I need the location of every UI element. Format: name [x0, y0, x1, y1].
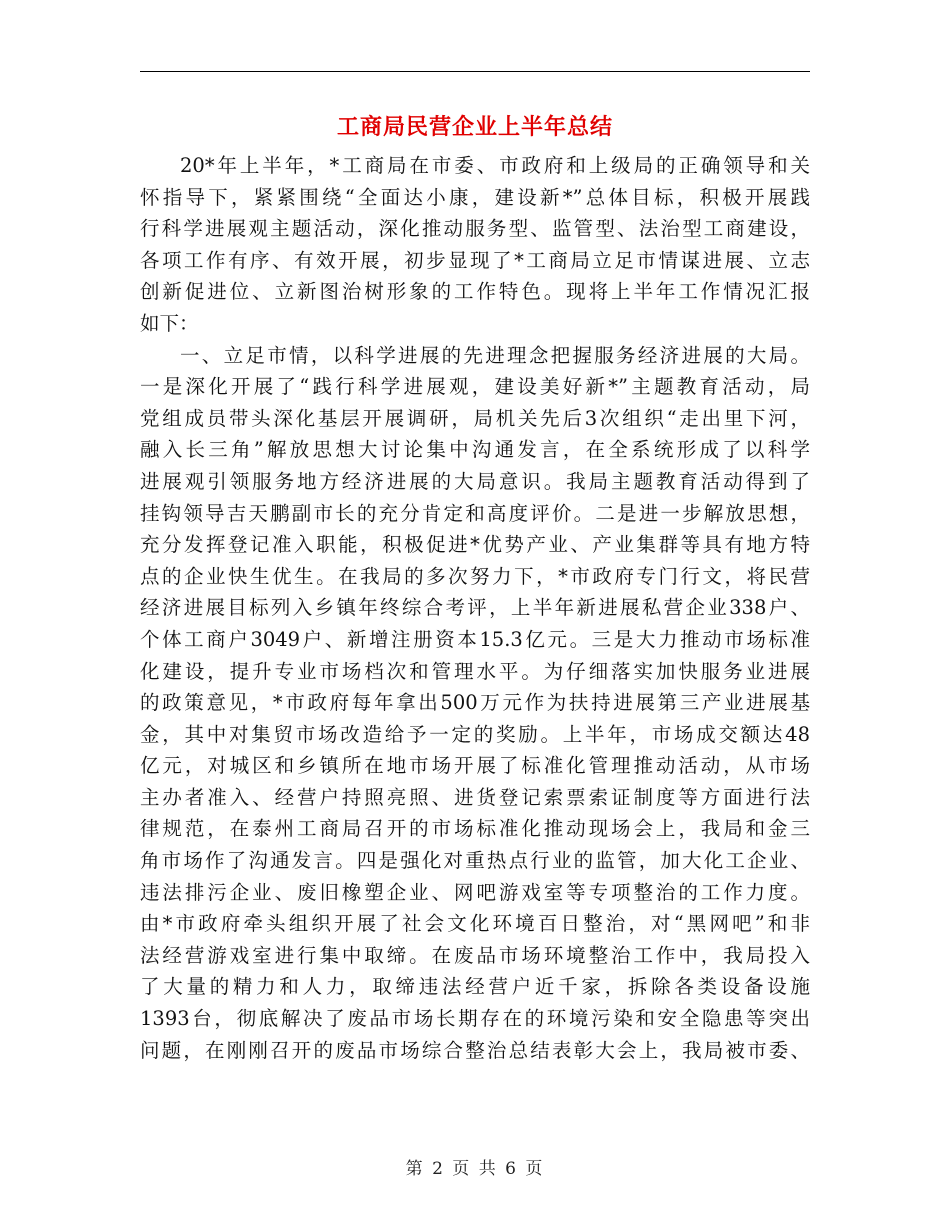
- paragraph-intro: [140, 150, 810, 340]
- text-line: 1393台，彻底解决了废品市场长期存在的环境污染和安全隐患等突出: [140, 1007, 810, 1031]
- text-line: 如下：: [140, 311, 199, 335]
- text-line: 金，其中对集贸市场改造给予一定的奖励。上半年，市场成交额达48: [140, 722, 810, 746]
- text-line: 违法排污企业、废旧橡塑企业、网吧游戏室等专项整治的工作力度。: [140, 880, 810, 904]
- text-line: 20*年上半年，*工商局在市委、市政府和上级局的正确领导和关: [180, 154, 810, 177]
- text-line: 一是深化开展了“践行科学进展观，建设美好新*”主题教育活动，局: [140, 375, 810, 399]
- text-line: 创新促进位、立新图治树形象的工作特色。现将上半年工作情况汇报: [140, 280, 810, 304]
- paragraph-section-one: [140, 340, 810, 1067]
- text-line: 经济进展目标列入乡镇年终综合考评，上半年新进展私营企业338户、: [140, 596, 810, 620]
- text-line: 问题，在刚刚召开的废品市场综合整治总结表彰大会上，我局被市委、: [140, 1038, 810, 1062]
- text-line: 行科学进展观主题活动，深化推动服务型、监管型、法治型工商建设，: [140, 217, 810, 241]
- page-number: 第 2 页 共 6 页: [405, 1159, 545, 1179]
- text-line: 党组成员带头深化基层开展调研，局机关先后3次组织“走出里下河，: [140, 406, 810, 430]
- text-line: 怀指导下，紧紧围绕“全面达小康，建设新*”总体目标，积极开展践: [140, 185, 810, 209]
- text-line: 融入长三角”解放思想大讨论集中沟通发言，在全系统形成了以科学: [140, 438, 810, 462]
- text-line: 各项工作有序、有效开展，初步显现了*工商局立足市情谋进展、立志: [140, 248, 810, 272]
- text-line: 点的企业快生优生。在我局的多次努力下，*市政府专门行文，将民营: [140, 564, 810, 588]
- text-line: 的政策意见，*市政府每年拿出500万元作为扶持进展第三产业进展基: [140, 691, 810, 715]
- text-line: 亿元，对城区和乡镇所在地市场开展了标准化管理推动活动，从市场: [140, 754, 810, 778]
- text-line: 个体工商户3049户、新增注册资本15.3亿元。三是大力推动市场标准: [140, 627, 810, 651]
- text-line: 一、立足市情，以科学进展的先进理念把握服务经济进展的大局。: [180, 343, 810, 367]
- document-title: 工商局民营企业上半年总结: [336, 114, 613, 140]
- text-line: 充分发挥登记准入职能，积极促进*优势产业、产业集群等具有地方特: [140, 533, 810, 557]
- text-line: 主办者准入、经营户持照亮照、进货登记索票索证制度等方面进行法: [140, 785, 810, 809]
- text-line: 挂钩领导吉天鹏副市长的充分肯定和高度评价。二是进一步解放思想，: [140, 501, 810, 525]
- text-line: 了大量的精力和人力，取缔违法经营户近千家，拆除各类设备设施: [140, 975, 810, 999]
- text-line: 进展观引领服务地方经济进展的大局意识。我局主题教育活动得到了: [140, 469, 810, 493]
- text-line: 法经营游戏室进行集中取缔。在废品市场环境整治工作中，我局投入: [140, 943, 810, 967]
- document-body: [140, 150, 810, 1066]
- text-line: 律规范，在泰州工商局召开的市场标准化推动现场会上，我局和金三: [140, 817, 810, 841]
- text-line: 角市场作了沟通发言。四是强化对重热点行业的监管，加大化工企业、: [140, 849, 810, 873]
- text-line: 化建设，提升专业市场档次和管理水平。为仔细落实加快服务业进展: [140, 659, 810, 683]
- text-line: 由*市政府牵头组织开展了社会文化环境百日整治，对“黑网吧”和非: [140, 912, 810, 936]
- header-rule: [140, 71, 810, 72]
